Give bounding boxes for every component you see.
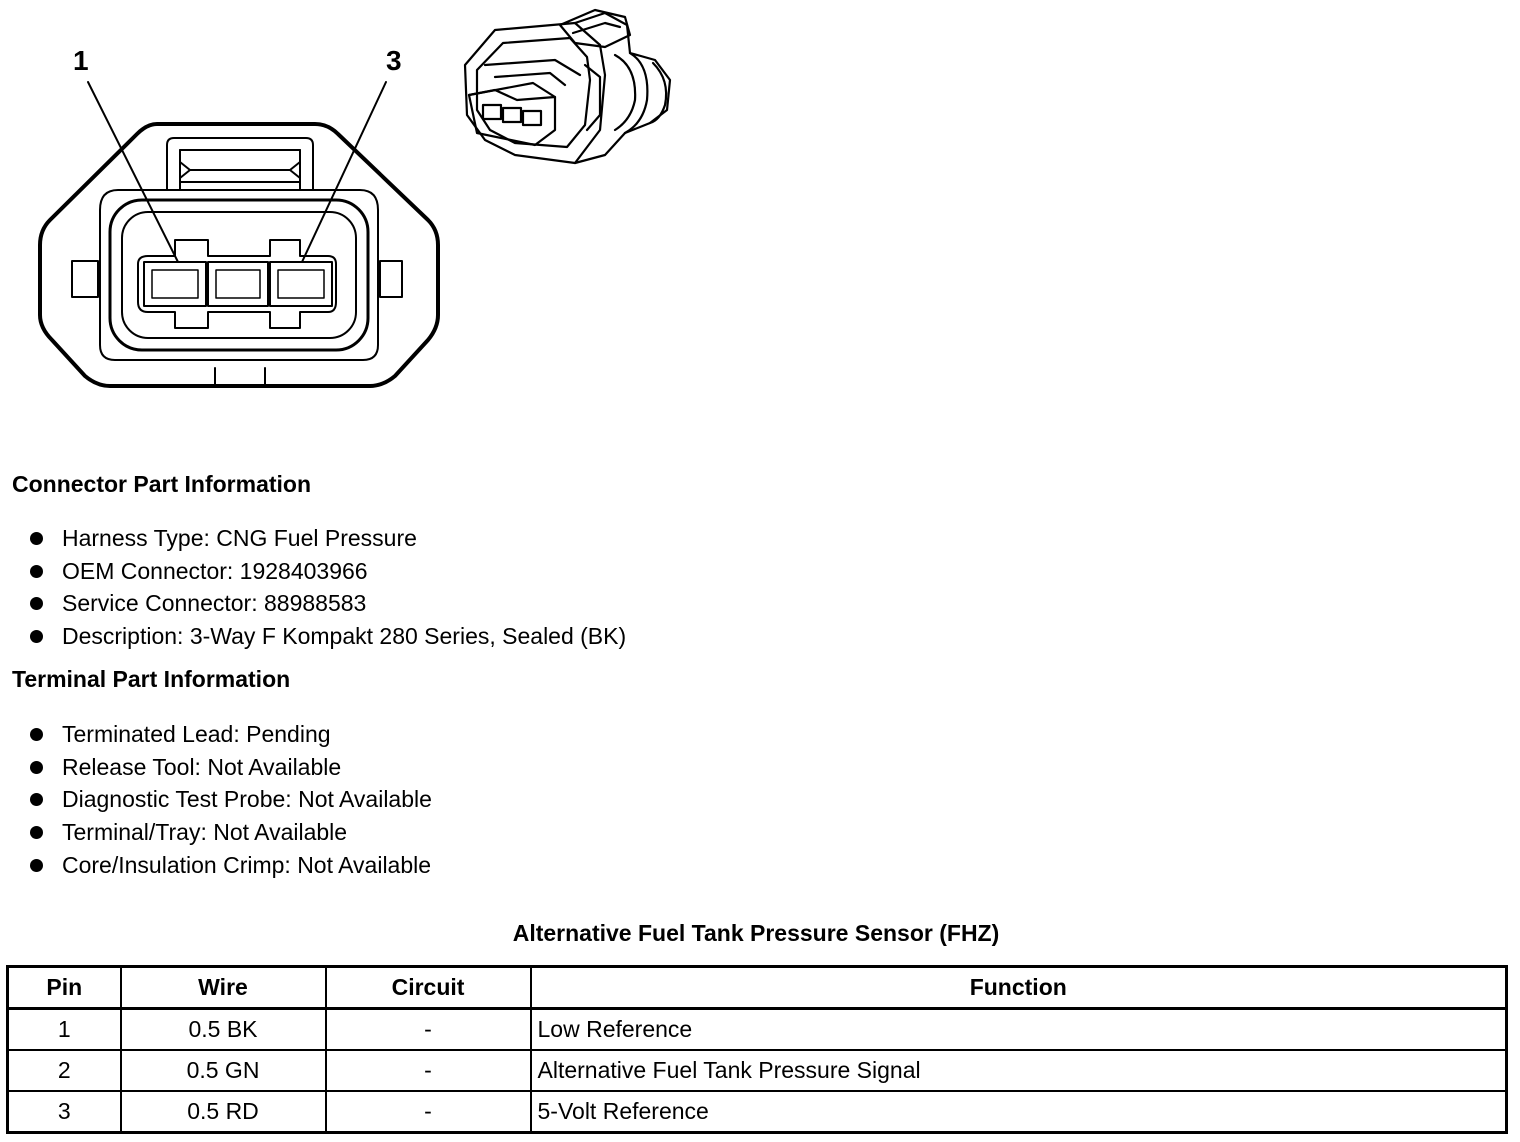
leader-line-pin-1: [88, 82, 178, 262]
bullet-icon: [30, 565, 43, 578]
cell-circuit: -: [326, 1050, 531, 1091]
iso-rib-2: [615, 55, 635, 130]
bullet-icon: [30, 532, 43, 545]
bullet-icon: [30, 859, 43, 872]
list-item-text: Service Connector: 88988583: [62, 590, 367, 617]
table-row: [8, 1050, 1507, 1091]
cell-function: 5-Volt Reference: [531, 1091, 1507, 1133]
seal-ring-inner: [122, 212, 356, 338]
list-item-text: Terminal/Tray: Not Available: [62, 819, 348, 846]
iso-terminal-2: [503, 108, 521, 122]
leader-line-pin-3: [302, 82, 386, 262]
list-item: [28, 718, 432, 751]
column-header-wire: Wire: [121, 967, 326, 1009]
bullet-icon: [30, 793, 43, 806]
list-item: [28, 620, 626, 653]
cell-function: Alternative Fuel Tank Pressure Signal: [531, 1050, 1507, 1091]
bullet-icon: [30, 597, 43, 610]
list-item-text: Release Tool: Not Available: [62, 753, 342, 780]
bullet-icon: [30, 826, 43, 839]
pin-label-3: 3: [386, 45, 402, 76]
table-row: [8, 1009, 1507, 1051]
column-header-circuit: Circuit: [326, 967, 531, 1009]
pin-label-1: 1: [73, 45, 89, 76]
pin-cavity-3: [270, 262, 332, 306]
list-item: [28, 555, 626, 588]
iso-ledge-upper: [485, 60, 580, 75]
cell-circuit: -: [326, 1091, 531, 1133]
list-item-text: Diagnostic Test Probe: Not Available: [62, 786, 432, 813]
iso-terminal-top: [469, 90, 555, 100]
list-item-text: Terminated Lead: Pending: [62, 721, 331, 747]
terminal-info-heading: Terminal Part Information: [12, 666, 291, 692]
list-item-text: Description: 3-Way F Kompakt 280 Series, Sealed (BK): [62, 623, 627, 650]
latch-chevron-lower: [290, 162, 300, 178]
list-item: [28, 522, 626, 555]
iso-front-opening: [477, 38, 590, 147]
table-title: Alternative Fuel Tank Pressure Sensor (FHZ): [512, 920, 1000, 946]
cell-pin: 1: [8, 1009, 121, 1051]
list-item: [28, 816, 432, 849]
pin-cavity-1: [144, 262, 206, 306]
latch-chevron-upper: [180, 162, 190, 178]
pinout-table: [6, 965, 1508, 1134]
side-tab-left: [72, 261, 98, 297]
iso-terminal-3: [523, 111, 541, 125]
table-row: [8, 1091, 1507, 1133]
cell-wire: 0.5 RD: [121, 1091, 326, 1133]
cell-function: Low Reference: [531, 1009, 1507, 1051]
list-item: [28, 783, 432, 816]
iso-terminal-1: [483, 105, 501, 119]
pin-cavity-2: [208, 262, 268, 306]
cell-wire: 0.5 BK: [121, 1009, 326, 1051]
connector-info-list: [28, 522, 626, 653]
list-item-text: OEM Connector: 1928403966: [62, 557, 368, 584]
connector-isometric-diagram: [455, 5, 680, 175]
list-item: [28, 751, 432, 784]
column-header-function: Function: [531, 967, 1507, 1009]
column-header-pin: Pin: [8, 967, 121, 1009]
bullet-icon: [30, 630, 43, 643]
connector-face-diagram: [30, 40, 450, 390]
table-header-row: [8, 967, 1507, 1009]
bullet-icon: [30, 761, 43, 774]
list-item: [28, 587, 626, 620]
bullet-icon: [30, 728, 43, 741]
list-item-text: Harness Type: CNG Fuel Pressure: [62, 525, 417, 551]
list-item: [28, 849, 432, 882]
cell-wire: 0.5 GN: [121, 1050, 326, 1091]
side-tab-right: [380, 261, 402, 297]
cell-pin: 3: [8, 1091, 121, 1133]
cell-circuit: -: [326, 1009, 531, 1051]
connector-info-heading: Connector Part Information: [12, 471, 312, 497]
seal-ring-outer: [110, 200, 368, 350]
terminal-info-list: [28, 718, 432, 881]
cell-pin: 2: [8, 1050, 121, 1091]
list-item-text: Core/Insulation Crimp: Not Available: [62, 851, 432, 878]
